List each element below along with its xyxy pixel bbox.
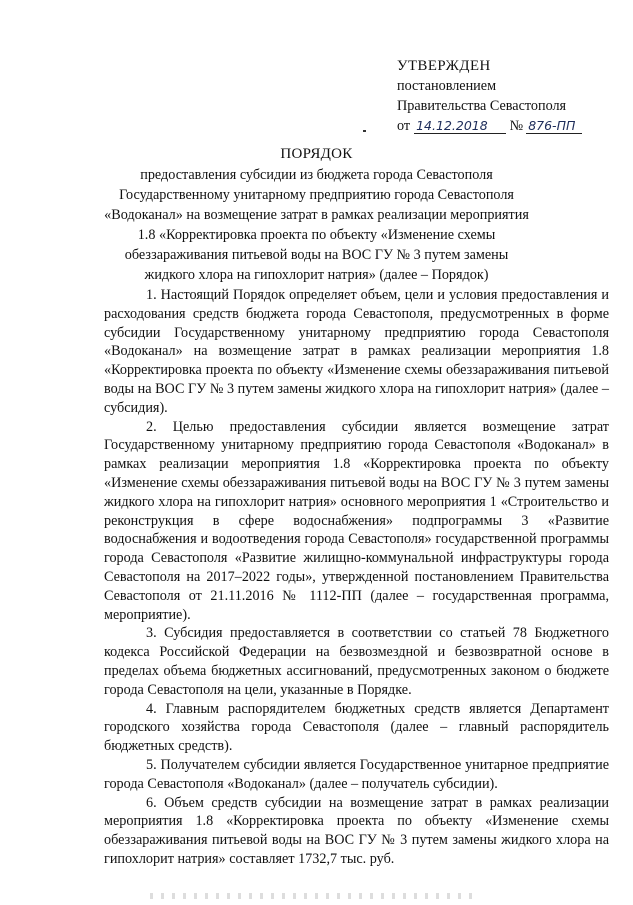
paragraph-6: 6. Объем средств субсидии на возмещение затрат в рамках реализации мероприятия 1.8 «Корректировка проекта по объекту «Изменение схемы обеззараживания питьевой воды на ВОС ГУ № 3 путем замены жидкого хлора на гипохлорит натрия» составляет 1732,7 тыс. руб. (104, 794, 609, 867)
approval-stamp (397, 56, 582, 136)
document-subtitle: предоставления субсидии из бюджета города Севастополя Государственному унитарному предприятию города Севастополя «Водоканал» на возмещение затрат в рамках реализации мероприятия 1.8 «Корректировка проекта по объекту «Изменение схемы обеззараживания питьевой воды на ВОС ГУ № 3 путем замены жидкого хлора на гипохлорит натрия» (далее – Порядок) (104, 167, 529, 283)
approval-heading: УТВЕРЖДЕН (397, 58, 491, 74)
paragraph-1: 1. Настоящий Порядок определяет объем, цели и условия предоставления и расходования средств бюджета города Севастополя, предусмотренных в форме субсидии Государственному унитарному предприятию города Севастополя «Водоканал» на возмещение затрат в рамках реализации мероприятия 1.8 «Корректировка проекта по объекту «Изменение схемы обеззараживания питьевой воды на ВОС ГУ № 3 путем замены жидкого хлора на гипохлорит натрия» (далее – субсидия). (104, 287, 609, 416)
paragraph-4: 4. Главным распорядителем бюджетных средств является Департамент городского хозяйства города Севастополя (далее – главный распорядитель бюджетных средств). (104, 700, 609, 755)
scan-speck (363, 130, 366, 132)
approval-sign-line (397, 116, 582, 136)
approval-number: 876-ПП (526, 119, 582, 134)
paragraph-5: 5. Получателем субсидии является Государственное унитарное предприятие города Севастополя «Водоканал» (далее – получатель субсидии). (104, 756, 609, 792)
document-title: ПОРЯДОК (280, 146, 353, 162)
scan-footer-noise (150, 893, 480, 899)
paragraph-3: 3. Субсидия предоставляется в соответствии со статьей 78 Бюджетного кодекса Российской Федерации на безвозмездной и безвозвратной основе в пределах объема бюджетных ассигнований, предусмотренных законом о бюджете города Севастополя на цели, указанные в Порядке. (104, 625, 609, 698)
approval-line-2: Правительства Севастополя (397, 98, 567, 114)
paragraph-2: 2. Целью предоставления субсидии является возмещение затрат Государственному унитарному предприятию города Севастополя «Водоканал» в рамках реализации мероприятия 1.8 «Корректировка проекта по объекту «Изменение схемы обеззараживания питьевой воды на ВОС ГУ № 3 путем замены жидкого хлора на гипохлорит натрия» основного мероприятия 1 «Строительство и реконструкция в сфере водоснабжения» подпрограммы 3 «Развитие водоснабжения и водоотведения города Севастополя» государственной программы города Севастополя «Развитие жилищно-коммунальной инфраструктуры города Севастополя на 2017–2022 годы», утвержденной постановлением Правительства Севастополя от 21.11.2016 № 1112-ПП (далее – государственная программа, мероприятие). (104, 418, 609, 623)
approval-from-label: от (397, 118, 411, 134)
approval-line-1: постановлением (397, 78, 497, 94)
approval-date: 14.12.2018 (414, 119, 506, 134)
approval-number-label: № (509, 118, 524, 134)
document-body (104, 286, 609, 869)
